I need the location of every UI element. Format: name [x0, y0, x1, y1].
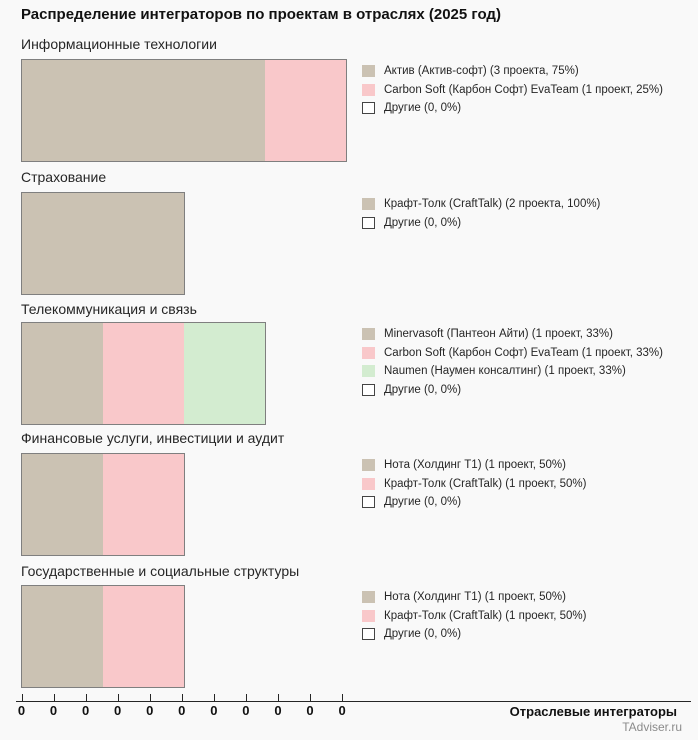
legend-swatch-icon [362, 610, 375, 622]
legend-row [362, 493, 586, 512]
legend-label: Нота (Холдинг Т1) (1 проект, 50%) [384, 591, 566, 604]
bar-segment [184, 323, 265, 424]
legend-label: Другие (0, 0%) [384, 496, 462, 509]
tick-mark [342, 694, 343, 701]
tick-label: 0 [306, 703, 314, 718]
legend-row [362, 362, 663, 381]
legend [362, 195, 600, 232]
stacked-bar [21, 59, 347, 162]
tick-mark [246, 694, 247, 701]
legend-swatch-icon [362, 217, 375, 229]
x-axis-label: Отраслевые интеграторы [509, 704, 677, 719]
bar-segment [103, 454, 184, 555]
tick-mark [86, 694, 87, 701]
tick-label: 0 [210, 703, 218, 718]
stacked-bar [21, 192, 185, 295]
legend-swatch-icon [362, 347, 375, 359]
source-watermark: TAdviser.ru [622, 720, 682, 734]
tick-mark [22, 694, 23, 701]
bar-segment [103, 323, 184, 424]
tick-mark [310, 694, 311, 701]
tick-label: 0 [146, 703, 154, 718]
legend-row [362, 62, 663, 81]
legend-label: Нота (Холдинг Т1) (1 проект, 50%) [384, 459, 566, 472]
tick-label: 0 [49, 703, 58, 718]
stacked-bar [21, 322, 266, 425]
legend-row [362, 625, 586, 644]
legend-swatch-icon [362, 384, 375, 396]
tick-label: 0 [338, 703, 346, 718]
industry-title: Финансовые услуги, инвестиции и аудит [21, 430, 285, 446]
legend-label: Другие (0, 0%) [384, 628, 462, 641]
tick-mark [150, 694, 151, 701]
bar-segment [265, 60, 346, 161]
bar-segment [22, 454, 103, 555]
tick-mark [182, 694, 183, 701]
legend-row [362, 214, 600, 233]
tick-label: 0 [178, 703, 186, 718]
legend-label: Другие (0, 0%) [384, 216, 462, 229]
legend-swatch-icon [362, 459, 375, 471]
legend-row [362, 588, 586, 607]
industry-title: Телекоммуникация и связь [21, 301, 197, 317]
stacked-bar [21, 453, 185, 556]
legend [362, 456, 586, 512]
legend-label: Другие (0, 0%) [384, 102, 462, 115]
tick-mark [54, 694, 55, 701]
bar-segment [22, 586, 103, 687]
legend-label: Другие (0, 0%) [384, 383, 462, 396]
legend-row [362, 344, 663, 363]
legend-label: Naumen (Наумен консалтинг) (1 проект, 33%) [384, 365, 626, 378]
bar-segment [103, 586, 184, 687]
chart-title: Распределение интеграторов по проектам в отраслях (2025 год) [21, 6, 501, 23]
bar-segment [22, 323, 103, 424]
legend [362, 62, 663, 118]
tick-mark [214, 694, 215, 701]
tick-label: 0 [17, 703, 26, 718]
legend-swatch-icon [362, 591, 375, 603]
legend [362, 588, 586, 644]
legend-row [362, 475, 586, 494]
legend-swatch-icon [362, 365, 375, 377]
legend-label: Carbon Soft (Карбон Софт) EvaTeam (1 проект, 33%) [384, 346, 663, 359]
legend-label: Крафт-Толк (CraftTalk) (2 проекта, 100%) [384, 198, 601, 211]
stacked-bar [21, 585, 185, 688]
x-axis-line [16, 701, 691, 702]
legend-swatch-icon [362, 84, 375, 96]
legend [362, 325, 663, 399]
legend-row [362, 81, 663, 100]
legend-swatch-icon [362, 478, 375, 490]
legend-label: Актив (Актив-софт) (3 проекта, 75%) [384, 65, 579, 78]
legend-label: Крафт-Толк (CraftTalk) (1 проект, 50%) [384, 609, 587, 622]
legend-label: Крафт-Толк (CraftTalk) (1 проект, 50%) [384, 477, 587, 490]
bar-segment [22, 193, 184, 294]
legend-row [362, 456, 586, 475]
legend-swatch-icon [362, 328, 375, 340]
legend-swatch-icon [362, 198, 375, 210]
industry-title: Страхование [21, 169, 107, 185]
legend-swatch-icon [362, 628, 375, 640]
tick-label: 0 [274, 703, 282, 718]
industry-title: Государственные и социальные структуры [21, 563, 300, 579]
legend-row [362, 195, 600, 214]
legend-row [362, 99, 663, 118]
bar-segment [22, 60, 265, 161]
tick-label: 0 [81, 703, 90, 718]
legend-row [362, 325, 663, 344]
legend-row [362, 381, 663, 400]
legend-swatch-icon [362, 496, 375, 508]
tick-mark [278, 694, 279, 701]
legend-swatch-icon [362, 102, 375, 114]
tick-mark [118, 694, 119, 701]
legend-label: Minervasoft (Пантеон Айти) (1 проект, 33%) [384, 328, 613, 341]
tick-label: 0 [114, 703, 122, 718]
legend-swatch-icon [362, 65, 375, 77]
legend-label: Carbon Soft (Карбон Софт) EvaTeam (1 проект, 25%) [384, 83, 663, 96]
tick-label: 0 [242, 703, 250, 718]
legend-row [362, 607, 586, 626]
industry-title: Информационные технологии [21, 36, 217, 52]
